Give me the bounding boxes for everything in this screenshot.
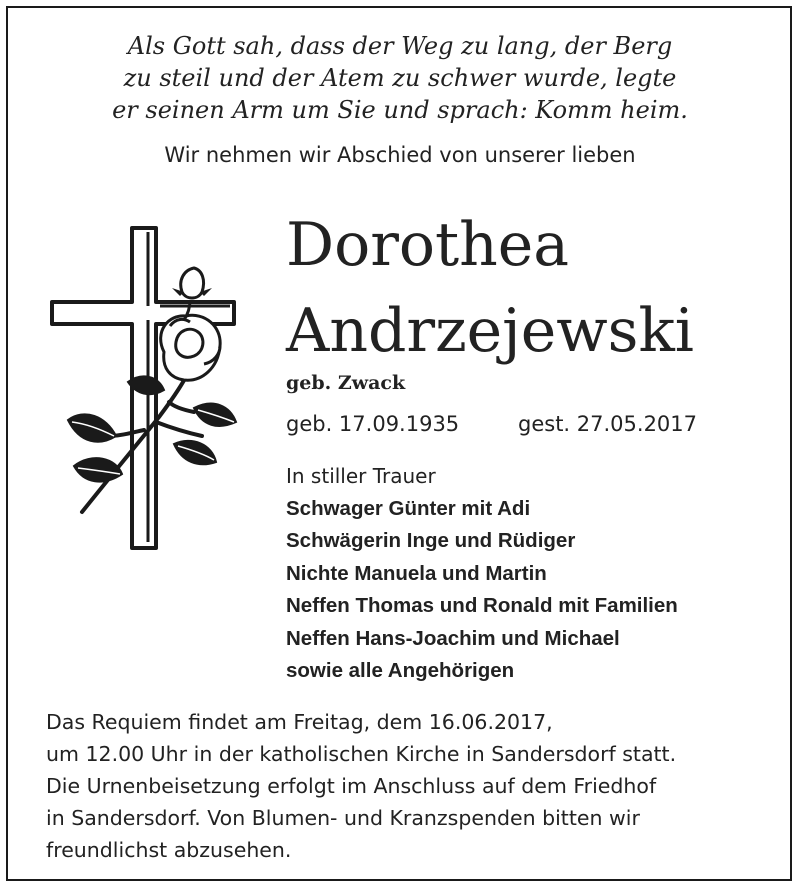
notice-line: um 12.00 Uhr in der katholischen Kirche in Sandersdorf statt. bbox=[46, 742, 677, 766]
mourner-entry: Nichte Manuela und Martin bbox=[286, 561, 547, 585]
notice-line: Die Urnenbeisetzung erfolgt im Anschluss auf dem Friedhof bbox=[46, 774, 657, 798]
mourner-entry: sowie alle Angehörigen bbox=[286, 659, 515, 682]
mourners-lead: In stiller Trauer bbox=[286, 464, 436, 488]
intro-text: Wir nehmen wir Abschied von unserer lieben bbox=[164, 143, 636, 167]
life-dates bbox=[286, 412, 698, 436]
notice-line: freundlichst abzusehen. bbox=[46, 838, 292, 862]
notice-line: in Sandersdorf. Von Blumen- und Kranzspenden bitten wir bbox=[46, 806, 640, 830]
notice-line: Das Requiem findet am Freitag, dem 16.06.2017, bbox=[46, 710, 553, 734]
last-name: Andrzejewski bbox=[286, 296, 694, 366]
mourner-entry: Schwager Günter mit Adi bbox=[286, 496, 531, 520]
birth-name: geb. Zwack bbox=[286, 372, 406, 394]
mourners bbox=[286, 460, 678, 688]
mourner-entry: Schwägerin Inge und Rüdiger bbox=[286, 529, 576, 552]
cross-with-rose-icon bbox=[44, 222, 244, 557]
poem-line: er seinen Arm um Sie und sprach: Komm heim. bbox=[112, 96, 688, 124]
birth-date: geb. 17.09.1935 bbox=[286, 412, 460, 436]
first-name: Dorothea bbox=[286, 210, 570, 280]
mourner-entry: Neffen Hans-Joachim und Michael bbox=[286, 626, 620, 650]
poem bbox=[0, 30, 800, 126]
funeral-notice bbox=[46, 706, 676, 866]
poem-line: zu steil und der Atem zu schwer wurde, legte bbox=[123, 64, 677, 92]
mourner-entry: Neffen Thomas und Ronald mit Familien bbox=[286, 594, 678, 617]
poem-line: Als Gott sah, dass der Weg zu lang, der Berg bbox=[127, 32, 673, 60]
death-date: gest. 27.05.2017 bbox=[518, 412, 698, 436]
